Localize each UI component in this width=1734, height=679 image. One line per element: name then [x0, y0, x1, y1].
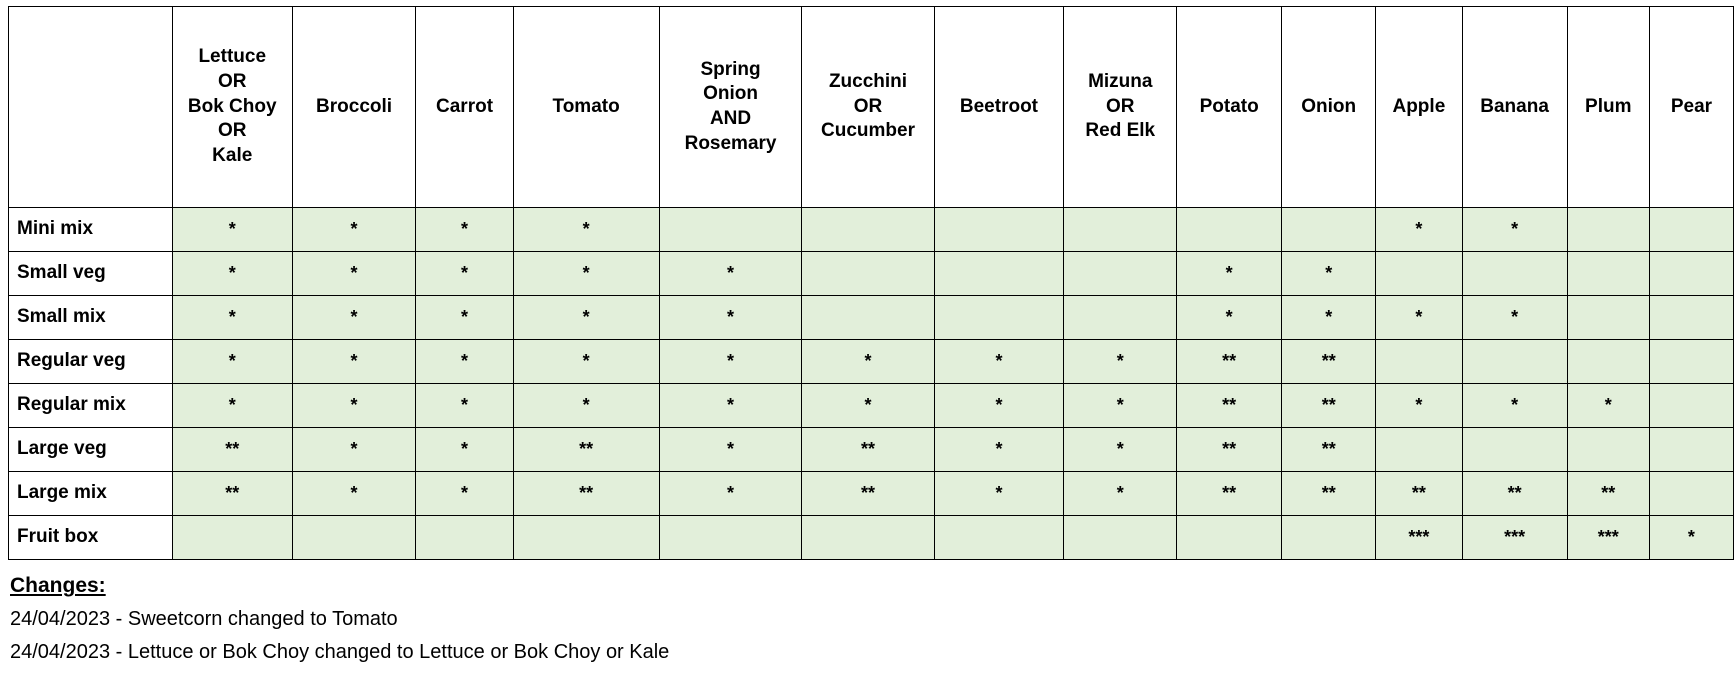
column-header-spring-onion-rosemary — [659, 7, 802, 208]
table-cell: * — [1649, 516, 1733, 560]
veg-box-contents-table — [8, 6, 1734, 560]
column-header-line: Kale — [212, 145, 253, 167]
column-header-line: Cucumber — [821, 120, 915, 142]
row-header-label: Small mix — [9, 296, 173, 340]
table-cell: * — [659, 296, 802, 340]
table-cell — [934, 252, 1064, 296]
table-cell: * — [1064, 428, 1177, 472]
table-cell: * — [172, 252, 292, 296]
table-header — [9, 7, 1734, 208]
table-cell: *** — [1376, 516, 1462, 560]
column-header-line: Pear — [1670, 95, 1713, 117]
table-corner-cell — [9, 7, 173, 208]
row-header-label: Regular mix — [9, 384, 173, 428]
column-header-line: Beetroot — [959, 95, 1039, 117]
table-cell: ** — [1177, 428, 1282, 472]
table-cell: * — [1376, 384, 1462, 428]
table-cell — [802, 252, 934, 296]
table-cell: * — [1282, 252, 1376, 296]
column-header-line: OR — [1106, 95, 1135, 117]
table-cell: * — [513, 340, 659, 384]
column-header-line: Broccoli — [316, 95, 393, 117]
column-header-line: Plum — [1585, 95, 1632, 117]
table-cell — [1567, 208, 1649, 252]
table-cell: ** — [1462, 472, 1567, 516]
column-header-line: Potato — [1199, 95, 1259, 117]
table-cell — [1376, 340, 1462, 384]
column-header-lettuce — [172, 7, 292, 208]
table-cell: * — [416, 252, 513, 296]
table-cell — [513, 516, 659, 560]
table-cell: * — [659, 384, 802, 428]
table-cell: * — [513, 296, 659, 340]
table-cell: * — [292, 340, 416, 384]
table-cell: * — [1376, 296, 1462, 340]
column-header-line: Spring — [700, 58, 761, 80]
table-cell: *** — [1462, 516, 1567, 560]
column-header-broccoli — [292, 7, 416, 208]
table-cell: * — [172, 340, 292, 384]
table-cell: * — [802, 384, 934, 428]
column-header-line: Lettuce — [198, 46, 267, 68]
table-header-row — [9, 7, 1734, 208]
table-cell: ** — [1177, 340, 1282, 384]
table-cell: * — [802, 340, 934, 384]
table-cell: * — [292, 208, 416, 252]
column-header-line: AND — [709, 108, 752, 129]
table-cell — [416, 516, 513, 560]
table-cell: * — [659, 340, 802, 384]
table-cell: * — [934, 384, 1064, 428]
column-header-line: Tomato — [552, 95, 620, 117]
table-cell — [934, 208, 1064, 252]
column-header-line: Zucchini — [828, 70, 908, 92]
table-cell: * — [292, 428, 416, 472]
column-header-line: Apple — [1392, 95, 1446, 117]
table-cell: ** — [172, 428, 292, 472]
table-row — [9, 516, 1734, 560]
table-cell: * — [416, 472, 513, 516]
table-cell — [1462, 252, 1567, 296]
table-cell — [934, 516, 1064, 560]
table-cell — [1649, 252, 1733, 296]
table-row — [9, 384, 1734, 428]
table-cell: * — [292, 296, 416, 340]
table-cell — [1177, 516, 1282, 560]
column-header-line: Bok Choy — [187, 95, 277, 117]
table-cell: * — [934, 472, 1064, 516]
table-cell: * — [1462, 296, 1567, 340]
column-header-line: Onion — [1301, 95, 1357, 117]
table-cell: * — [172, 296, 292, 340]
column-header-banana — [1462, 7, 1567, 208]
table-cell — [659, 208, 802, 252]
table-row — [9, 296, 1734, 340]
table-cell: * — [1376, 208, 1462, 252]
table-cell: ** — [513, 472, 659, 516]
table-cell: ** — [802, 472, 934, 516]
table-cell — [802, 208, 934, 252]
column-header-line: Mizuna — [1088, 70, 1153, 92]
column-header-line: Onion — [703, 83, 758, 105]
table-cell — [1649, 340, 1733, 384]
table-cell: * — [416, 428, 513, 472]
table-cell — [1064, 252, 1177, 296]
table-row — [9, 208, 1734, 252]
column-header-line: Banana — [1480, 95, 1549, 117]
table-cell — [1462, 340, 1567, 384]
table-cell: * — [1177, 252, 1282, 296]
table-cell — [1376, 428, 1462, 472]
table-cell: * — [1064, 472, 1177, 516]
table-cell — [1649, 384, 1733, 428]
table-cell: * — [1462, 384, 1567, 428]
table-cell: * — [1462, 208, 1567, 252]
column-header-line: Red Elk — [1085, 120, 1156, 142]
table-cell — [1282, 516, 1376, 560]
table-row — [9, 472, 1734, 516]
row-header-label: Large mix — [9, 472, 173, 516]
row-header-label: Large veg — [9, 428, 173, 472]
table-cell — [1064, 516, 1177, 560]
table-cell: * — [1567, 384, 1649, 428]
table-cell — [1649, 296, 1733, 340]
table-cell — [802, 516, 934, 560]
table-cell: * — [172, 384, 292, 428]
column-header-line: OR — [853, 95, 883, 117]
table-cell: * — [513, 208, 659, 252]
table-row — [9, 252, 1734, 296]
table-cell: * — [172, 208, 292, 252]
column-header-apple — [1376, 7, 1462, 208]
table-cell — [1567, 296, 1649, 340]
table-cell — [1282, 208, 1376, 252]
table-cell: * — [416, 296, 513, 340]
table-cell: ** — [1177, 384, 1282, 428]
table-cell — [1649, 428, 1733, 472]
table-cell: ** — [1567, 472, 1649, 516]
table-cell: ** — [802, 428, 934, 472]
table-cell — [172, 516, 292, 560]
row-header-label: Regular veg — [9, 340, 173, 384]
table-cell — [1177, 208, 1282, 252]
change-entry: 24/04/2023 - Lettuce or Bok Choy changed to Lettuce or Bok Choy or Kale — [10, 641, 670, 663]
table-cell: * — [416, 384, 513, 428]
table-cell: * — [934, 428, 1064, 472]
column-header-carrot — [416, 7, 513, 208]
table-cell: * — [659, 428, 802, 472]
table-row — [9, 340, 1734, 384]
row-header-label: Mini mix — [9, 208, 173, 252]
table-cell — [934, 296, 1064, 340]
table-cell: * — [1177, 296, 1282, 340]
table-cell — [1567, 428, 1649, 472]
table-cell — [292, 516, 416, 560]
column-header-tomato — [513, 7, 659, 208]
table-cell — [1649, 208, 1733, 252]
changes-title: Changes: — [10, 574, 106, 597]
column-header-potato — [1177, 7, 1282, 208]
table-cell — [1462, 428, 1567, 472]
table-cell: * — [292, 252, 416, 296]
table-cell — [1064, 208, 1177, 252]
table-cell: *** — [1567, 516, 1649, 560]
column-header-line: OR — [217, 120, 247, 142]
table-cell: * — [1064, 384, 1177, 428]
table-cell: * — [513, 252, 659, 296]
column-header-onion — [1282, 7, 1376, 208]
change-entry: 24/04/2023 - Sweetcorn changed to Tomato — [10, 608, 398, 630]
table-cell — [659, 516, 802, 560]
table-cell: ** — [1282, 428, 1376, 472]
column-header-line: Rosemary — [684, 132, 777, 154]
table-cell: * — [1282, 296, 1376, 340]
table-cell: * — [513, 384, 659, 428]
column-header-line: OR — [217, 70, 247, 92]
column-header-line: Carrot — [436, 95, 494, 117]
column-header-plum — [1567, 7, 1649, 208]
column-header-mizuna-red-elk — [1064, 7, 1177, 208]
table-cell — [1567, 340, 1649, 384]
table-row — [9, 428, 1734, 472]
table-cell: ** — [1282, 340, 1376, 384]
table-body — [9, 208, 1734, 560]
table-cell: ** — [1282, 472, 1376, 516]
table-cell: ** — [1282, 384, 1376, 428]
table-cell: * — [416, 340, 513, 384]
column-header-beetroot — [934, 7, 1064, 208]
table-cell: * — [659, 472, 802, 516]
table-cell: * — [416, 208, 513, 252]
column-header-zucchini-cucumber — [802, 7, 934, 208]
table-cell — [802, 296, 934, 340]
table-cell: ** — [513, 428, 659, 472]
table-cell: * — [292, 472, 416, 516]
column-header-pear — [1649, 7, 1733, 208]
table-cell: ** — [172, 472, 292, 516]
changes-section — [10, 574, 1734, 664]
table-cell: * — [292, 384, 416, 428]
row-header-label: Fruit box — [9, 516, 173, 560]
table-cell — [1376, 252, 1462, 296]
table-cell: ** — [1177, 472, 1282, 516]
table-cell — [1649, 472, 1733, 516]
table-cell: ** — [1376, 472, 1462, 516]
row-header-label: Small veg — [9, 252, 173, 296]
table-cell — [1064, 296, 1177, 340]
table-cell — [1567, 252, 1649, 296]
table-cell: * — [934, 340, 1064, 384]
table-cell: * — [1064, 340, 1177, 384]
table-cell: * — [659, 252, 802, 296]
